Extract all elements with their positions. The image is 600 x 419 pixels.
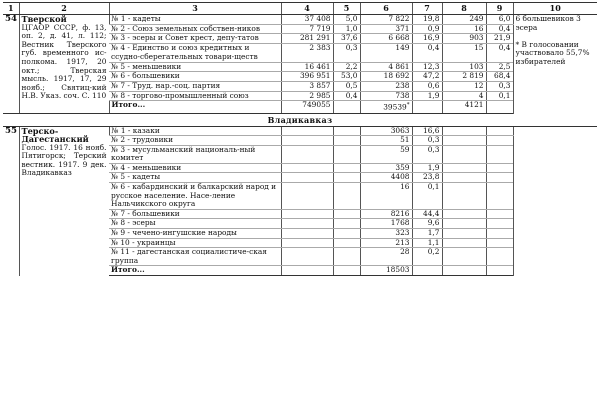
cell-value: 16,6 — [412, 126, 442, 136]
cell-value: 6 668 — [360, 34, 412, 44]
cell-value: 1,7 — [412, 229, 442, 239]
list-label: № 7 - большевики — [109, 209, 281, 219]
col-header: 6 — [360, 3, 412, 15]
col-header: 1 — [3, 3, 19, 15]
cell-value: 2,5 — [486, 62, 513, 72]
cell-value: 0,9 — [412, 24, 442, 34]
cell-value: 68,4 — [486, 72, 513, 82]
cell-value: 28 — [360, 248, 412, 266]
cell-value: 16 461 — [281, 62, 333, 72]
cell-value: 238 — [360, 81, 412, 91]
cell-value: 371 — [360, 24, 412, 34]
list-label: № 10 - украинцы — [109, 238, 281, 248]
district-name: Тверской — [21, 14, 67, 24]
col-header: 3 — [109, 3, 281, 15]
cell-value: 149 — [360, 44, 412, 62]
list-label: № 6 - большевики — [109, 72, 281, 82]
cell-value: 1,0 — [333, 24, 360, 34]
total-value: 749055 — [281, 101, 333, 113]
cell-value: 12 — [442, 81, 486, 91]
cell-value: 3 857 — [281, 81, 333, 91]
cell-value: 4 — [442, 91, 486, 101]
list-label: № 4 - Единство и союз кредитных и ссудно-сберегательных товари-ществ — [109, 44, 281, 62]
cell-value: 0,3 — [412, 145, 442, 163]
cell-value: 5,0 — [333, 15, 360, 25]
cell-value: 19,8 — [412, 15, 442, 25]
cell-value: 53,0 — [333, 72, 360, 82]
source-text: Голос. 1917. 16 нояб. Пятигорск; Терский вестник. 1917. 9 дек. Владикавказ — [21, 142, 107, 178]
col-header: 5 — [333, 3, 360, 15]
cell-value: 16 — [360, 183, 412, 210]
cell-value: 2 383 — [281, 44, 333, 62]
cell-value: 0,4 — [486, 44, 513, 62]
cell-value: 1768 — [360, 219, 412, 229]
header-row — [3, 3, 597, 15]
note-text: 6 большевиков 3 эсера * В голосовании участвовало 55,7% избирателей — [513, 15, 597, 114]
cell-value: 359 — [360, 163, 412, 173]
cell-value: 0,4 — [333, 91, 360, 101]
district-cell — [19, 126, 109, 276]
cell-value: 249 — [442, 15, 486, 25]
city-row — [3, 113, 597, 126]
cell-value: 0,4 — [412, 44, 442, 62]
list-label: № 9 - чечено-ингушские народы — [109, 229, 281, 239]
cell-value: 37,6 — [333, 34, 360, 44]
list-label: № 8 - эсеры — [109, 219, 281, 229]
list-label: № 7 - Труд. нар.-соц. партия — [109, 81, 281, 91]
total-label: Итого... — [109, 266, 281, 276]
cell-value: 0,5 — [333, 81, 360, 91]
cell-value: 2,2 — [333, 62, 360, 72]
cell-value: 59 — [360, 145, 412, 163]
district-cell — [19, 15, 109, 101]
cell-value: 7 719 — [281, 24, 333, 34]
list-label: № 2 - трудовики — [109, 136, 281, 146]
footnote-mark: * — [406, 102, 410, 109]
cell-value: 3063 — [360, 126, 412, 136]
col-header: 7 — [412, 3, 442, 15]
table-row — [3, 126, 597, 136]
cell-value: 396 951 — [281, 72, 333, 82]
cell-value: 21,9 — [486, 34, 513, 44]
cell-value: 213 — [360, 238, 412, 248]
cell-value: 1,9 — [412, 163, 442, 173]
cell-value: 738 — [360, 91, 412, 101]
list-label: № 11 - дагестанская социалистиче-ская группа — [109, 248, 281, 266]
district-number: 55 — [5, 125, 17, 136]
list-label: № 8 - торгово-промышленный союз — [109, 91, 281, 101]
cell-value: 16,9 — [412, 34, 442, 44]
cell-value: 0,6 — [412, 81, 442, 91]
col-header: 10 — [513, 3, 597, 15]
cell-value: 16 — [442, 24, 486, 34]
cell-value: 323 — [360, 229, 412, 239]
cell-value: 8216 — [360, 209, 412, 219]
cell-value: 0,3 — [486, 81, 513, 91]
district-name: Терско-Дагестанский — [21, 125, 89, 145]
cell-value: 6,0 — [486, 15, 513, 25]
col-header: 9 — [486, 3, 513, 15]
col-header: 8 — [442, 3, 486, 15]
cell-value: 12,3 — [412, 62, 442, 72]
cell-value: 0,3 — [412, 136, 442, 146]
cell-value: 0,1 — [412, 183, 442, 210]
cell-value: 903 — [442, 34, 486, 44]
total-row — [3, 101, 597, 113]
results-table — [3, 2, 597, 276]
cell-value: 9,6 — [412, 219, 442, 229]
cell-value: 4 861 — [360, 62, 412, 72]
cell-value: 37 408 — [281, 15, 333, 25]
list-label: № 3 - мусульманский националь-ный комитет — [109, 145, 281, 163]
cell-value: 2 985 — [281, 91, 333, 101]
cell-value: 47,2 — [412, 72, 442, 82]
cell-value: 44,4 — [412, 209, 442, 219]
total-value: 18503 — [360, 266, 412, 276]
list-label: № 2 - Союз земельных собствен-ников — [109, 24, 281, 34]
cell-value: 4408 — [360, 173, 412, 183]
cell-value: 18 692 — [360, 72, 412, 82]
total-label: Итого... — [109, 101, 281, 113]
list-label: № 1 - казаки — [109, 126, 281, 136]
cell-value: 1,1 — [412, 238, 442, 248]
cell-value: 7 822 — [360, 15, 412, 25]
total-value: 39539* — [360, 101, 412, 113]
list-label: № 5 - меньшевики — [109, 62, 281, 72]
cell-value: 281 291 — [281, 34, 333, 44]
total-value: 4121 — [442, 101, 486, 113]
table-row — [3, 15, 597, 25]
district-number: 54 — [5, 14, 17, 24]
city-name: Владикавказ — [3, 113, 597, 126]
cell-value: 0,3 — [333, 44, 360, 62]
col-header: 4 — [281, 3, 333, 15]
cell-value: 0,4 — [486, 24, 513, 34]
list-label: № 1 - кадеты — [109, 15, 281, 25]
cell-value: 0,1 — [486, 91, 513, 101]
list-label: № 3 - эсеры и Совет крест, депу-татов — [109, 34, 281, 44]
list-label: № 5 - кадеты — [109, 173, 281, 183]
col-header: 2 — [19, 3, 109, 15]
cell-value: 15 — [442, 44, 486, 62]
list-label: № 4 - меньшевики — [109, 163, 281, 173]
cell-value: 103 — [442, 62, 486, 72]
list-label: № 6 - кабардинский и балкарский народ и русское население. Насе-ление Нальчикского округа — [109, 183, 281, 210]
cell-value: 51 — [360, 136, 412, 146]
cell-value: 0,2 — [412, 248, 442, 266]
source-text: ЦГАОР СССР, ф. 13, оп. 2, д. 41, л. 112; Вестник Тверского губ. временного ис-полкома. 1917, 20 окт.; Тверская мысль. 1917, 17, 29 нояб.; Святиц-кий Н.В. Указ. соч. С. 110 — [21, 22, 107, 101]
cell-value: 23,8 — [412, 173, 442, 183]
cell-value: 1,9 — [412, 91, 442, 101]
cell-value: 2 819 — [442, 72, 486, 82]
